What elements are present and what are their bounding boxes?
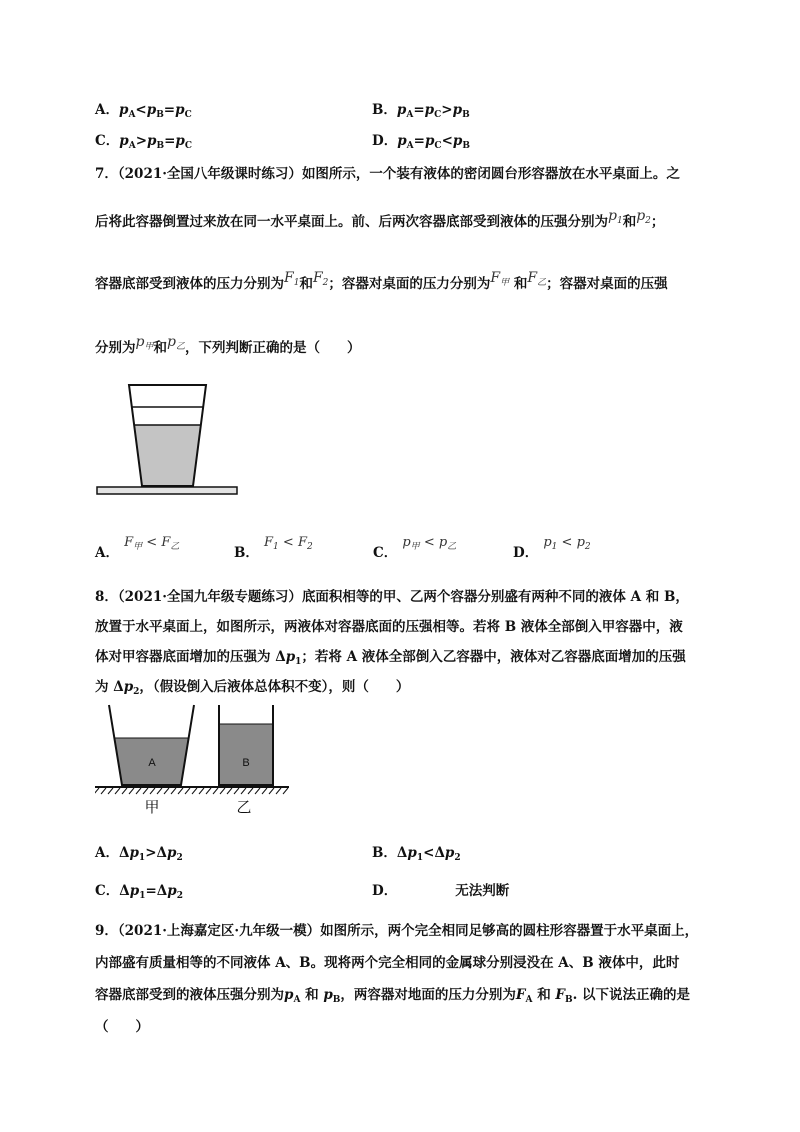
q7-option-b[interactable]: $_{B.}$ $F_1 < F_2$ <box>234 535 313 561</box>
ground-hatch-line <box>171 788 176 794</box>
ground-hatch-line <box>157 788 162 794</box>
q7-line-2: 后将此容器倒置过来放在同一水平桌面上。前、后两次容器底部受到液体的压强分别为$p_1$和$p_2$； <box>95 208 665 230</box>
q8-figure <box>95 703 295 823</box>
q9-line-1: 9．（2021·上海嘉定区·九年级一模）如图所示，两个完全相同足够高的圆柱形容器置于水平桌面上， <box>95 923 699 939</box>
q8-caption-jia: 甲 <box>144 798 160 816</box>
q8-label-a: A <box>148 757 156 769</box>
ground-hatch-line <box>136 788 141 794</box>
q7-table <box>97 487 237 494</box>
q9-line-4: （ ） <box>95 1019 149 1035</box>
ground-hatch-line <box>227 788 232 794</box>
q8-option-d[interactable]: D． 无法判断 <box>372 883 510 899</box>
ground-hatch-line <box>241 788 246 794</box>
ground-hatch-line <box>122 788 127 794</box>
q6-option-c[interactable]: C．$p_A>p_B=p_C$ <box>95 133 192 151</box>
ground-hatch-line <box>192 788 197 794</box>
ground-hatch-line <box>262 788 267 794</box>
ground-hatch-line <box>213 788 218 794</box>
q7-source: （2021·全国八年级课时练习） <box>117 166 302 182</box>
ground-hatch-line <box>283 788 288 794</box>
q7-option-d[interactable]: $_{D.}$ $p_1 < p_2$ <box>513 535 591 561</box>
q9-number: 9． <box>95 923 118 939</box>
q8-number: 8． <box>95 589 118 605</box>
q8-line-1: 8．（2021·全国九年级专题练习）底面积相等的甲、乙两个容器分别盛有两种不同的液体 A 和 B， <box>95 589 689 605</box>
q8-liquid-b <box>219 724 273 785</box>
ground-hatch-line <box>150 788 155 794</box>
q7-line-4: 分别为$p_甲$和$p_乙$，下列判断正确的是（ ） <box>95 334 361 356</box>
q7-line-1: 7．（2021·全国八年级课时练习）如图所示，一个装有液体的密闭圆台形容器放在水平桌面上。之 <box>95 166 680 182</box>
q8-line-2: 放置于水平桌面上，如图所示，两液体对容器底面的压强相等。若将 B 液体全部倒入甲容器中，液 <box>95 619 683 635</box>
q8-label-b: B <box>242 757 250 769</box>
q8-source: （2021·全国九年级专题练习） <box>117 589 302 605</box>
q8-line-4: 为 $\Delta p_2$，（假设倒入后液体总体积不变），则（ ） <box>95 679 410 697</box>
q7-option-a[interactable]: $_{A.}$ $F_甲 < F_乙$ <box>95 535 180 561</box>
q8-line-3: 体对甲容器底面增加的压强为 $\Delta p_1$；若将 A 液体全部倒入乙容器中，液体对乙容器底面增加的压强 <box>95 649 686 667</box>
q8-option-a[interactable]: A．$\Delta p_1>\Delta p_2$ <box>95 845 183 863</box>
q7-line-3: 容器底部受到液体的压力分别为$F_1$和$F_2$；容器对桌面的压力分别为$F_甲$ 和$F_乙$；容器对桌面的压强 <box>95 270 668 292</box>
ground-hatch-line <box>129 788 134 794</box>
q9-line-2: 内部盛有质量相等的不同液体 A、B。现将两个完全相同的金属球分别浸没在 A、B 液体中，此时 <box>95 955 680 971</box>
q6-option-d[interactable]: D．$p_A=p_C<p_B$ <box>372 133 470 151</box>
q7-option-c[interactable]: $_{C.}$ $p_甲 < p_乙$ <box>373 535 457 561</box>
q8-option-b[interactable]: B．$\Delta p_1<\Delta p_2$ <box>372 845 461 863</box>
ground-hatch-line <box>248 788 253 794</box>
q8-option-c[interactable]: C．$\Delta p_1=\Delta p_2$ <box>95 883 183 901</box>
ground-hatch-line <box>164 788 169 794</box>
ground-hatch-line <box>255 788 260 794</box>
ground-hatch-line <box>95 788 99 794</box>
q7-number: 7． <box>95 166 118 182</box>
ground-hatch-line <box>185 788 190 794</box>
q9-line-3: 容器底部受到的液体压强分别为$p_A$ 和 $p_B$，两容器对地面的压力分别为$F_A$ 和 $F_B$. 以下说法正确的是 <box>95 987 690 1005</box>
ground-hatch-line <box>269 788 274 794</box>
q7-liquid <box>135 425 200 486</box>
ground-hatch-line <box>108 788 113 794</box>
q7-figure <box>95 383 240 498</box>
q6-option-b[interactable]: B．$p_A=p_C>p_B$ <box>372 102 470 120</box>
ground-hatch-line <box>101 788 106 794</box>
q8-caption-yi: 乙 <box>236 798 252 816</box>
ground-hatch-line <box>143 788 148 794</box>
q9-source: （2021·上海嘉定区·九年级一模） <box>117 923 321 939</box>
ground-hatch-line <box>234 788 239 794</box>
ground-hatch-line <box>115 788 120 794</box>
ground-hatch-line <box>206 788 211 794</box>
ground-hatch-line <box>199 788 204 794</box>
ground-hatch-line <box>276 788 281 794</box>
q6-option-a[interactable]: A．$p_A<p_B=p_C$ <box>95 102 192 120</box>
ground-hatch-line <box>220 788 225 794</box>
ground-hatch-line <box>178 788 183 794</box>
